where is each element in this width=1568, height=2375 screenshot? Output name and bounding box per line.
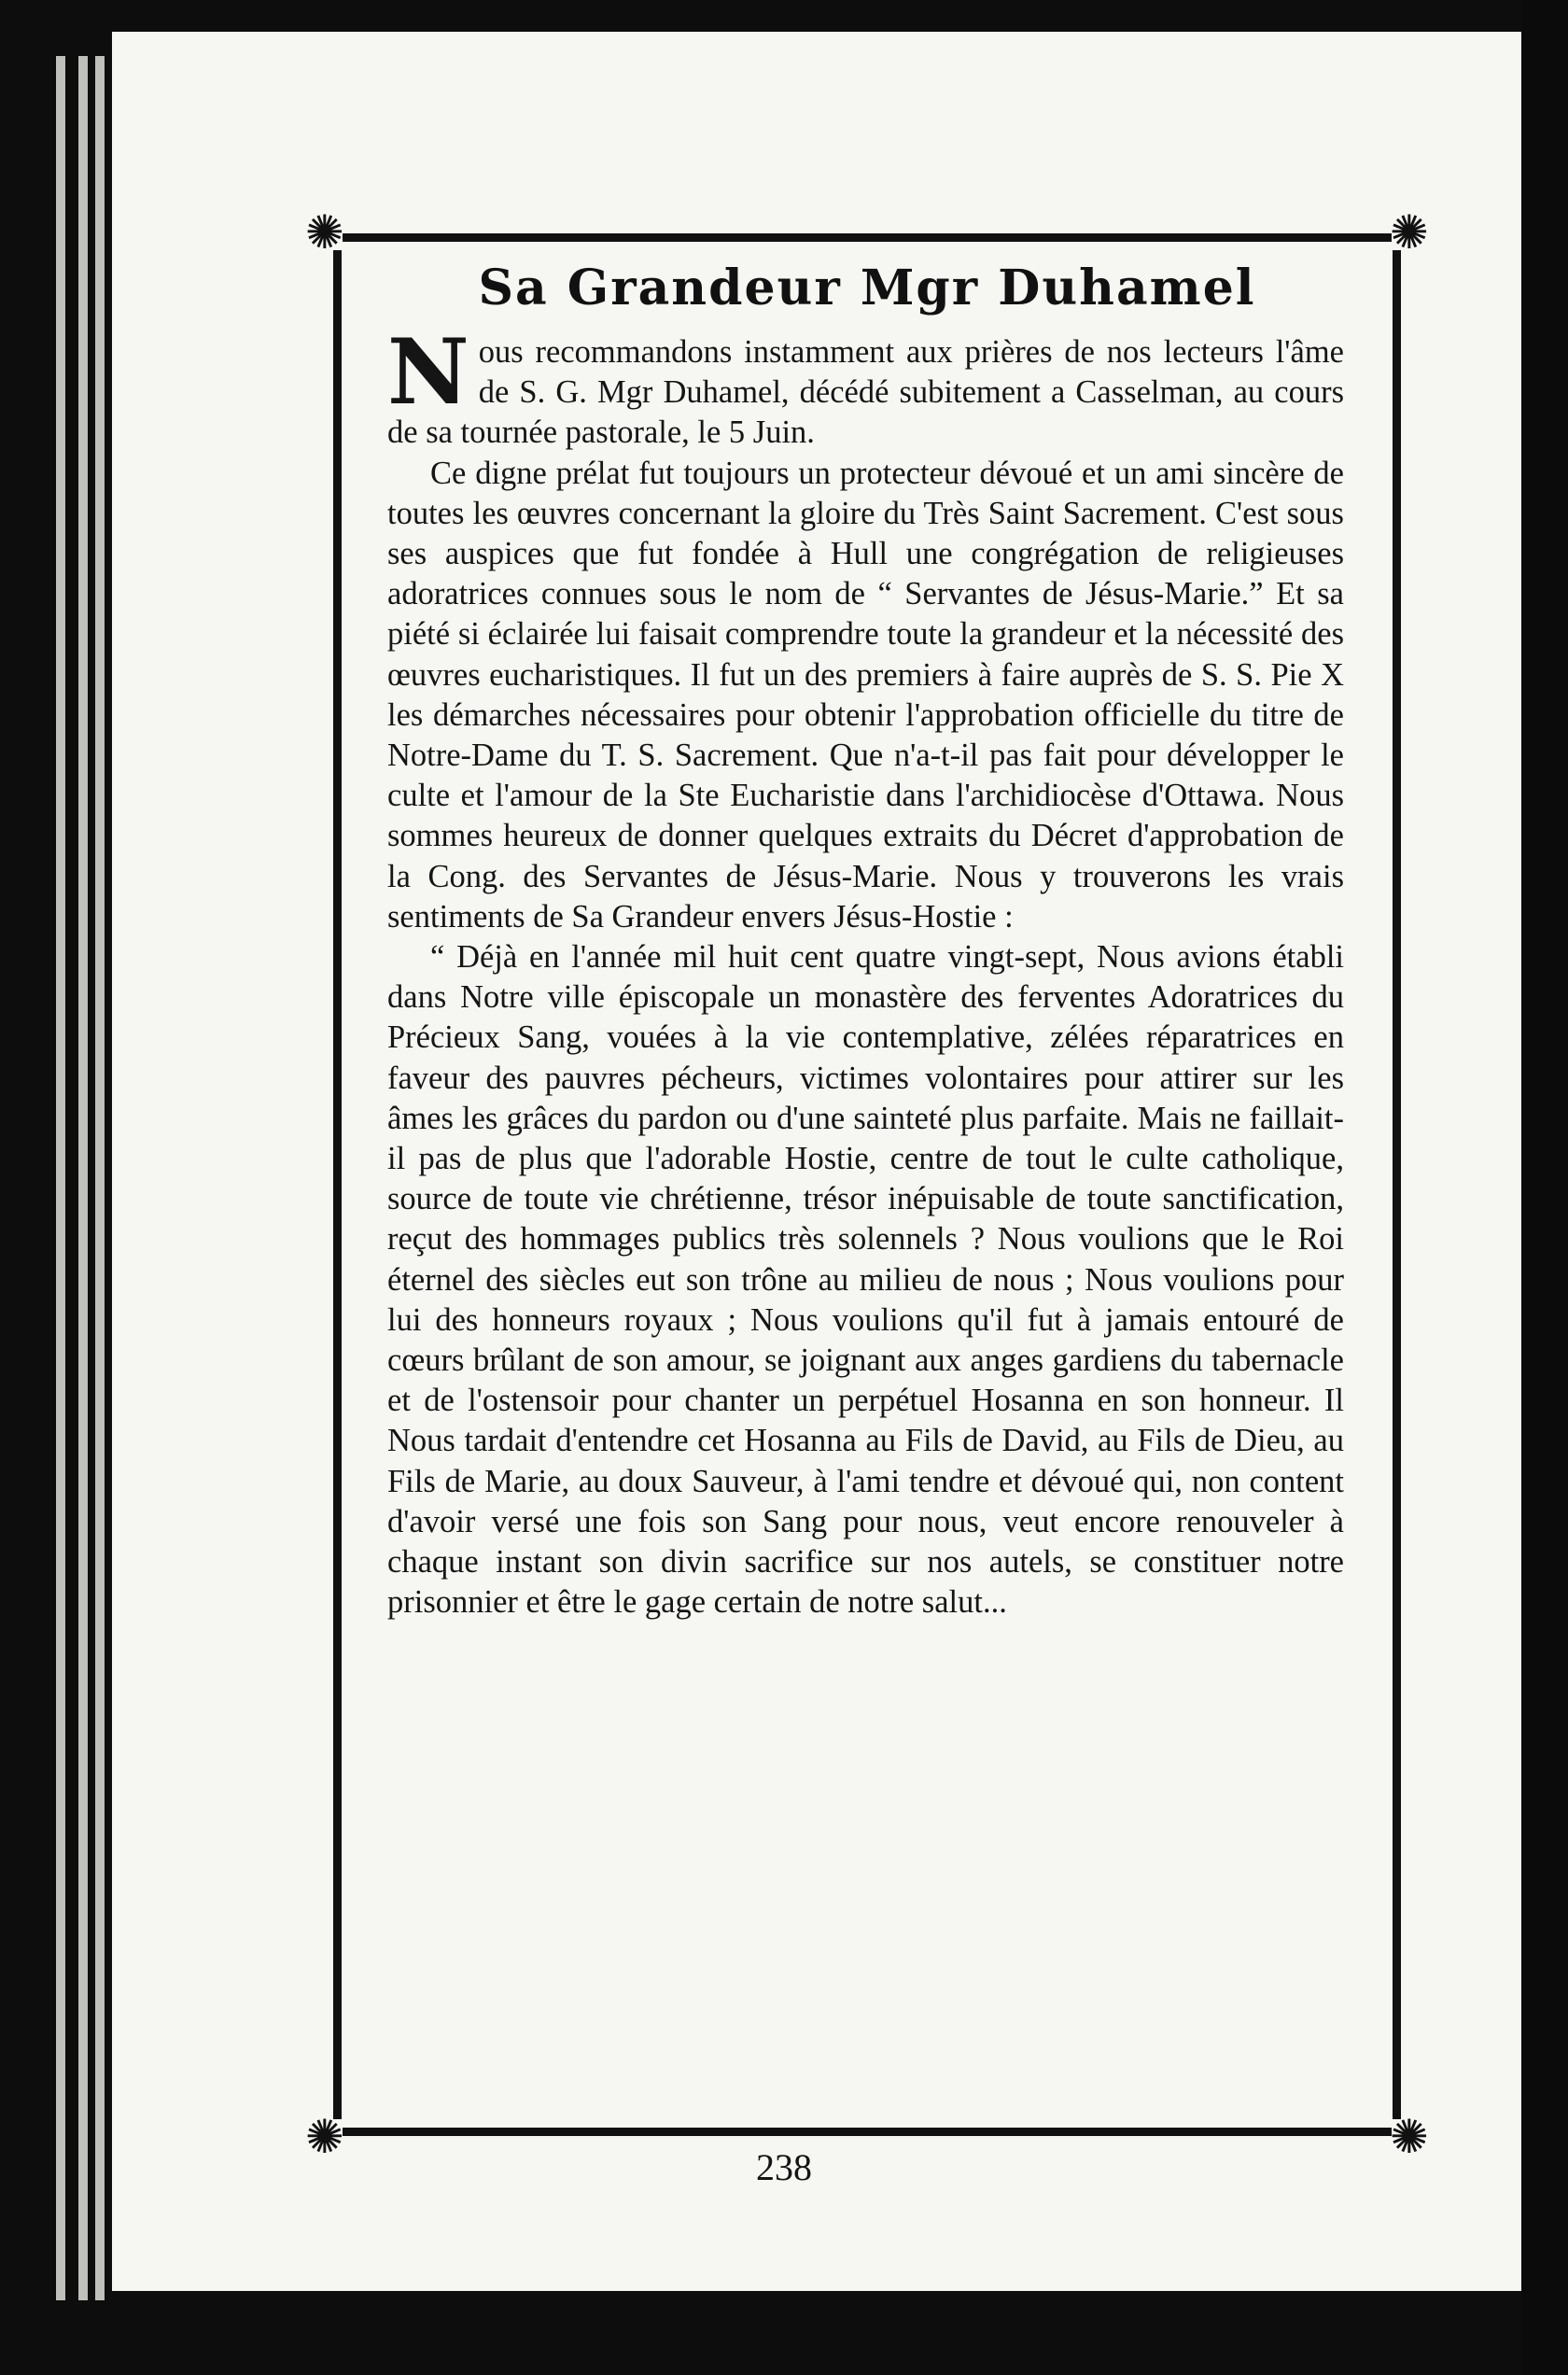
article-title: Sa Grandeur Mgr Duhamel bbox=[478, 260, 1256, 316]
paragraph-intro bbox=[387, 319, 1344, 454]
asterisk-flower-icon: ✺ bbox=[305, 205, 344, 260]
page-number: 238 bbox=[756, 2146, 812, 2188]
asterisk-flower-icon: ✺ bbox=[305, 2110, 344, 2164]
frame-left-border bbox=[333, 250, 342, 2119]
asterisk-flower-icon: ✺ bbox=[1390, 2110, 1429, 2164]
page-edge-left-inner bbox=[78, 56, 88, 2300]
page-edge-left bbox=[56, 56, 65, 2300]
article-body bbox=[387, 319, 1344, 1623]
frame-top-border bbox=[343, 233, 1392, 242]
page-edge-left-inner-2 bbox=[95, 56, 105, 2300]
paragraph-decree-quote: “ Déjà en l'année mil huit cent quatre vingt-sept, Nous avions établi dans Notre ville épiscopale un monastère des ferventes Adoratrices du Précieux Sang, vouées à la vie contemplative, zélées réparatrices en faveur des pauvres pécheurs, victimes volontaires pour attirer sur les âmes les grâces du pardon ou d'une sainteté plus parfaite. Mais ne faillait-il pas de plus que l'adorable Hostie, centre de tout le culte catholique, source de toute vie chrétienne, trésor inépuisable de toute sanctification, reçut des hommages publics très solennels ? Nous voulions que le Roi éternel des siècles eut son trône au milieu de nous ; Nous voulions pour lui des honneurs royaux ; Nous voulions qu'il fut à jamais entouré de cœurs brûlant de son amour, se joignant aux anges gardiens du tabernacle et de l'ostensoir pour chanter un perpétuel Hosanna en son honneur. Il Nous tardait d'entendre cet Hosanna au Fils de David, au Fils de Dieu, au Fils de Marie, au doux Sauveur, à l'ami tendre et dévoué qui, non content d'avoir versé une fois son Sang pour nous, veut encore renouveler à chaque instant son divin sacrifice sur nos autels, se constituer notre prisonnier et être le gage certain de notre salut... bbox=[387, 939, 1344, 1621]
scanner-background bbox=[1521, 0, 1568, 2375]
paragraph-prelat: Ce digne prélat fut toujours un protecteur dévoué et un ami sincère de toutes les œuvres concernant la gloire du Très Saint Sacrement. C'est sous ses auspices que fut fondée à Hull une congrégation de religieuses adoratrices connues sous le nom de “ Servantes de Jésus-Marie.” Et sa piété si éclairée lui faisait comprendre toute la grandeur et la nécessité des œuvres eucharistiques. Il fut un des premiers à faire auprès de S. S. Pie X les démarches nécessaires pour obtenir l'approbation officielle du titre de Notre-Dame du T. S. Sacrement. Que n'a-t-il pas fait pour développer le culte et l'amour de la Ste Eucharistie dans l'archidiocèse d'Ottawa. Nous sommes heureux de donner quelques extraits du Décret d'approbation de la Cong. des Servantes de Jésus-Marie. Nous y trouverons les vrais sentiments de Sa Grandeur envers Jésus-Hostie : bbox=[387, 455, 1344, 935]
asterisk-flower-icon: ✺ bbox=[1390, 205, 1429, 260]
frame-bottom-border bbox=[343, 2128, 1392, 2136]
drop-cap: N bbox=[387, 319, 469, 425]
frame-right-border bbox=[1393, 250, 1401, 2119]
paragraph-intro-text: ous recommandons instamment aux prières de nos lecteurs l'âme de S. G. Mgr Duhamel, décédé subitement a Casselman, au cours de sa tournée pastorale, le 5 Juin. bbox=[387, 334, 1344, 451]
article-frame bbox=[305, 205, 1429, 2164]
